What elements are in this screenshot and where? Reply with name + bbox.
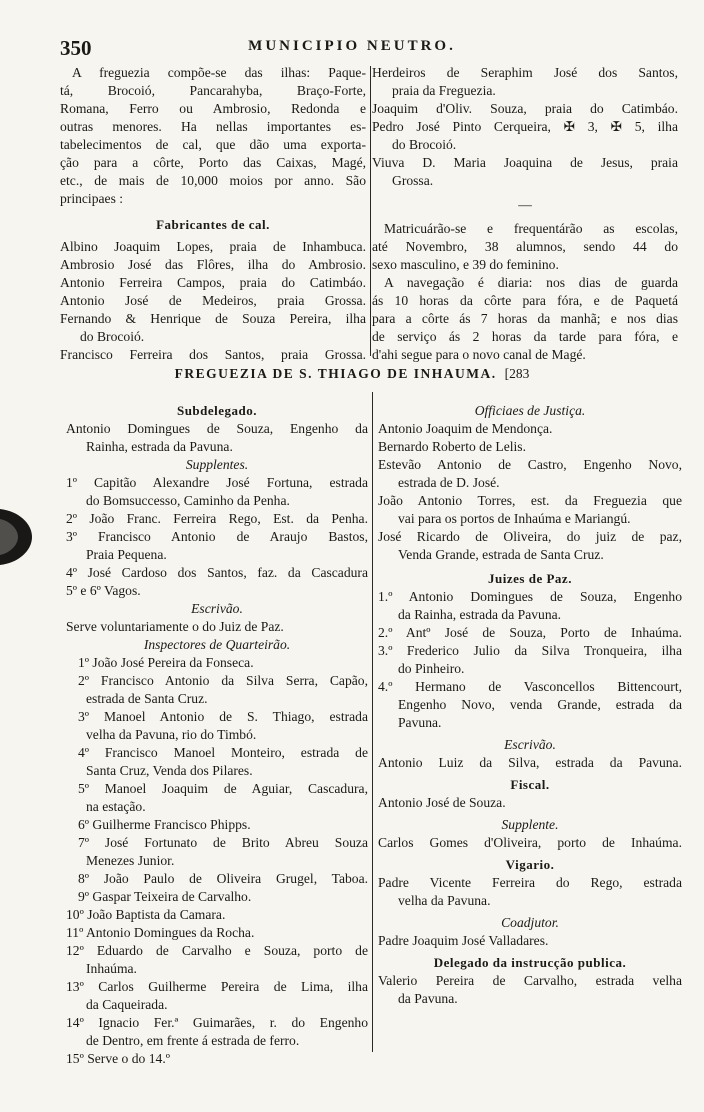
text-line: da Pavuna.: [398, 991, 458, 1006]
text-line: velha da Pavuna.: [398, 893, 491, 908]
list-item: do Brocoió.: [392, 137, 457, 152]
list-item: Antonio Joaquim de Mendonça.: [378, 421, 553, 436]
list-item: do Pinheiro.: [398, 661, 465, 676]
list-item: 15º Serve o do 14.º: [66, 1051, 170, 1066]
text-line: etc., de mais de 10,000 moios por anno. São: [60, 173, 366, 188]
list-item: na estação.: [86, 799, 146, 814]
text-line: de serviço ás 2 horas da tarde para fóra, e: [372, 329, 678, 344]
list-item: Santa Cruz, Venda dos Pilares.: [86, 763, 253, 778]
text-line: A navegação é diaria: nos dias de guarda: [384, 275, 678, 290]
text-line: Carlos Gomes d'Oliveira, porto de Inhaúma.: [378, 835, 682, 850]
top-right-column: [372, 64, 678, 364]
list-item: 1.º Antonio Domingues de Souza, Engenho: [378, 589, 682, 604]
list-item: 3º Manoel Antonio de S. Thiago, estrada: [78, 709, 368, 724]
text-line: para a côrte ás 7 horas da manhã; e nos dias: [372, 311, 678, 326]
column-rule-top: [370, 66, 371, 356]
list-item: 5º e 6º Vagos.: [66, 583, 141, 598]
text-line: Rainha, estrada da Pavuna.: [86, 439, 233, 454]
list-item: Praia Pequena.: [86, 547, 167, 562]
binding-hole-mark: [0, 505, 38, 569]
list-item: de Dentro, em frente á estrada de ferro.: [86, 1033, 300, 1048]
list-item: 7º José Fortunato de Brito Abreu Souza: [78, 835, 368, 850]
list-item: Grossa.: [392, 173, 434, 188]
section-heading: Fabricantes de cal.: [156, 217, 270, 232]
section-title-text: FREGUEZIA DE S. THIAGO DE INHAUMA.: [174, 366, 497, 381]
list-item: Engenho Novo, venda Grande, estrada da: [398, 697, 682, 712]
coadjutor-heading: Coadjutor.: [501, 915, 559, 930]
page-number: 350: [60, 36, 92, 60]
list-item: da Caqueirada.: [86, 997, 168, 1012]
list-item: 12º Eduardo de Carvalho e Souza, porto de: [66, 943, 368, 958]
list-item: praia da Freguezia.: [392, 83, 496, 98]
text-line: Antonio José de Souza.: [378, 795, 506, 810]
list-item: vai para os portos de Inhaúma e Mariangú.: [398, 511, 631, 526]
list-item: 9º Gaspar Teixeira de Carvalho.: [78, 889, 252, 904]
list-item: 8º João Paulo de Oliveira Grugel, Taboa.: [78, 871, 368, 886]
list-item: Estevão Antonio de Castro, Engenho Novo,: [378, 457, 682, 472]
officiaes-heading: Officiaes de Justiça.: [474, 403, 586, 418]
list-item: 3.º Frederico Julio da Silva Tronqueira, ilha: [378, 643, 682, 658]
list-item: Albino Joaquim Lopes, praia de Inhambuca.: [60, 239, 366, 254]
text-line: Valerio Pereira de Carvalho, estrada velha: [378, 973, 682, 988]
list-item: velha da Pavuna, rio do Timbó.: [86, 727, 257, 742]
list-item: 2.º Antº José de Souza, Porto de Inhaúma.: [378, 625, 682, 640]
list-item: 1º João José Pereira da Fonseca.: [78, 655, 254, 670]
fiscal-heading: Fiscal.: [510, 777, 550, 792]
text-line: ção para a côrte, Porto das Caixas, Magé,: [60, 155, 366, 170]
list-item: da Rainha, estrada da Pavuna.: [398, 607, 562, 622]
list-item: Pavuna.: [398, 715, 442, 730]
text-line: principaes :: [60, 191, 124, 206]
list-item: Joaquim d'Oliv. Souza, praia do Catimbáo.: [372, 101, 678, 116]
text-line: outras menores. Ha nellas importantes es-: [60, 119, 366, 134]
section-number: [283: [504, 366, 530, 381]
list-item: Herdeiros de Seraphim José dos Santos,: [372, 65, 678, 80]
top-left-column: [60, 64, 366, 364]
supplente-heading: Supplente.: [501, 817, 559, 832]
list-item: 4.º Hermano de Vasconcellos Bittencourt,: [378, 679, 682, 694]
separator-dash: —: [518, 197, 532, 212]
text-line: Padre Joaquim José Valladares.: [378, 933, 549, 948]
list-item: 6º Guilherme Francisco Phipps.: [78, 817, 251, 832]
subdelegado-heading: Subdelegado.: [176, 403, 258, 418]
text-line: Romana, Ferro ou Ambrosio, Redonda e: [60, 101, 366, 116]
list-item: Pedro José Pinto Cerqueira, ✠ 3, ✠ 5, ilha: [372, 119, 678, 134]
list-item: Francisco Ferreira dos Santos, praia Grossa.: [60, 347, 366, 362]
list-item: 4º Francisco Manoel Monteiro, estrada de: [78, 745, 368, 760]
text-line: A freguezia compõe-se das ilhas: Paque-: [72, 65, 366, 80]
list-item: Fernando & Henrique de Souza Pereira, ilha: [60, 311, 366, 326]
list-item: Antonio José de Medeiros, praia Grossa.: [60, 293, 366, 308]
escrivao-heading: Escrivão.: [191, 601, 243, 616]
list-item: 5º Manoel Joaquim de Aguiar, Cascadura,: [78, 781, 368, 796]
list-item: 4º José Cardoso dos Santos, faz. da Cascadura: [66, 565, 368, 580]
list-item: Menezes Junior.: [86, 853, 175, 868]
list-item: Inhaúma.: [86, 961, 137, 976]
text-line: sexo masculino, e 39 do feminino.: [372, 257, 559, 272]
text-line: Antonio Domingues de Souza, Engenho da: [66, 421, 368, 436]
text-line: tabelecimentos de cal, que dão uma exporta-: [60, 137, 366, 152]
escrivao-heading: Escrivão.: [504, 737, 556, 752]
text-line: ás 10 horas da côrte para fóra, e de Paquetá: [372, 293, 678, 308]
list-item: 3º Francisco Antonio de Araujo Bastos,: [66, 529, 368, 544]
list-item: Bernardo Roberto de Lelis.: [378, 439, 526, 454]
list-item: José Ricardo de Oliveira, do juiz de paz,: [378, 529, 682, 544]
list-item: 1º Capitão Alexandre José Fortuna, estrada: [66, 475, 368, 490]
list-item: do Brocoió.: [80, 329, 145, 344]
vigario-heading: Vigario.: [505, 857, 555, 872]
list-item: 2º Francisco Antonio da Silva Serra, Capão,: [78, 673, 368, 688]
list-item: 11º Antonio Domingues da Rocha.: [66, 925, 255, 940]
list-item: estrada de Santa Cruz.: [86, 691, 208, 706]
text-line: até Novembro, 38 alumnos, sendo 44 do: [372, 239, 678, 254]
list-item: João Antonio Torres, est. da Freguezia que: [378, 493, 682, 508]
list-item: 10º João Baptista da Camara.: [66, 907, 226, 922]
right-column: [378, 402, 682, 1008]
left-column: [66, 402, 368, 1068]
list-item: Venda Grande, estrada de Santa Cruz.: [398, 547, 604, 562]
list-item: 2º João Franc. Ferreira Rego, Est. da Penha.: [66, 511, 368, 526]
text-line: Padre Vicente Ferreira do Rego, estrada: [378, 875, 682, 890]
delegado-heading: Delegado da instrucção publica.: [433, 955, 627, 970]
list-item: 13º Carlos Guilherme Pereira de Lima, ilha: [66, 979, 368, 994]
text-line: Matricuárão-se e frequentárão as escolas,: [384, 221, 678, 236]
juizes-heading: Juizes de Paz.: [488, 571, 572, 586]
running-title: MUNICIPIO NEUTRO.: [248, 38, 456, 54]
column-rule-bottom: [372, 392, 373, 1052]
text-line: Serve voluntariamente o do Juiz de Paz.: [66, 619, 284, 634]
list-item: estrada de D. José.: [398, 475, 500, 490]
inspectores-heading: Inspectores de Quarteirão.: [143, 637, 291, 652]
section-title: [0, 366, 704, 382]
list-item: do Bomsuccesso, Caminho da Penha.: [86, 493, 290, 508]
list-item: Viuva D. Maria Joaquina de Jesus, praia: [372, 155, 678, 170]
list-item: 14º Ignacio Fer.ª Guimarães, r. do Engenho: [66, 1015, 368, 1030]
list-item: Antonio Ferreira Campos, praia do Catimbáo.: [60, 275, 366, 290]
text-line: d'ahi segue para o novo canal de Magé.: [372, 347, 586, 362]
text-line: tá, Brocoió, Pancarahyba, Braço-Forte,: [60, 83, 366, 98]
list-item: Ambrosio José das Flôres, ilha do Ambrosio.: [60, 257, 366, 272]
supplentes-heading: Supplentes.: [185, 457, 249, 472]
text-line: Antonio Luiz da Silva, estrada da Pavuna.: [378, 755, 682, 770]
